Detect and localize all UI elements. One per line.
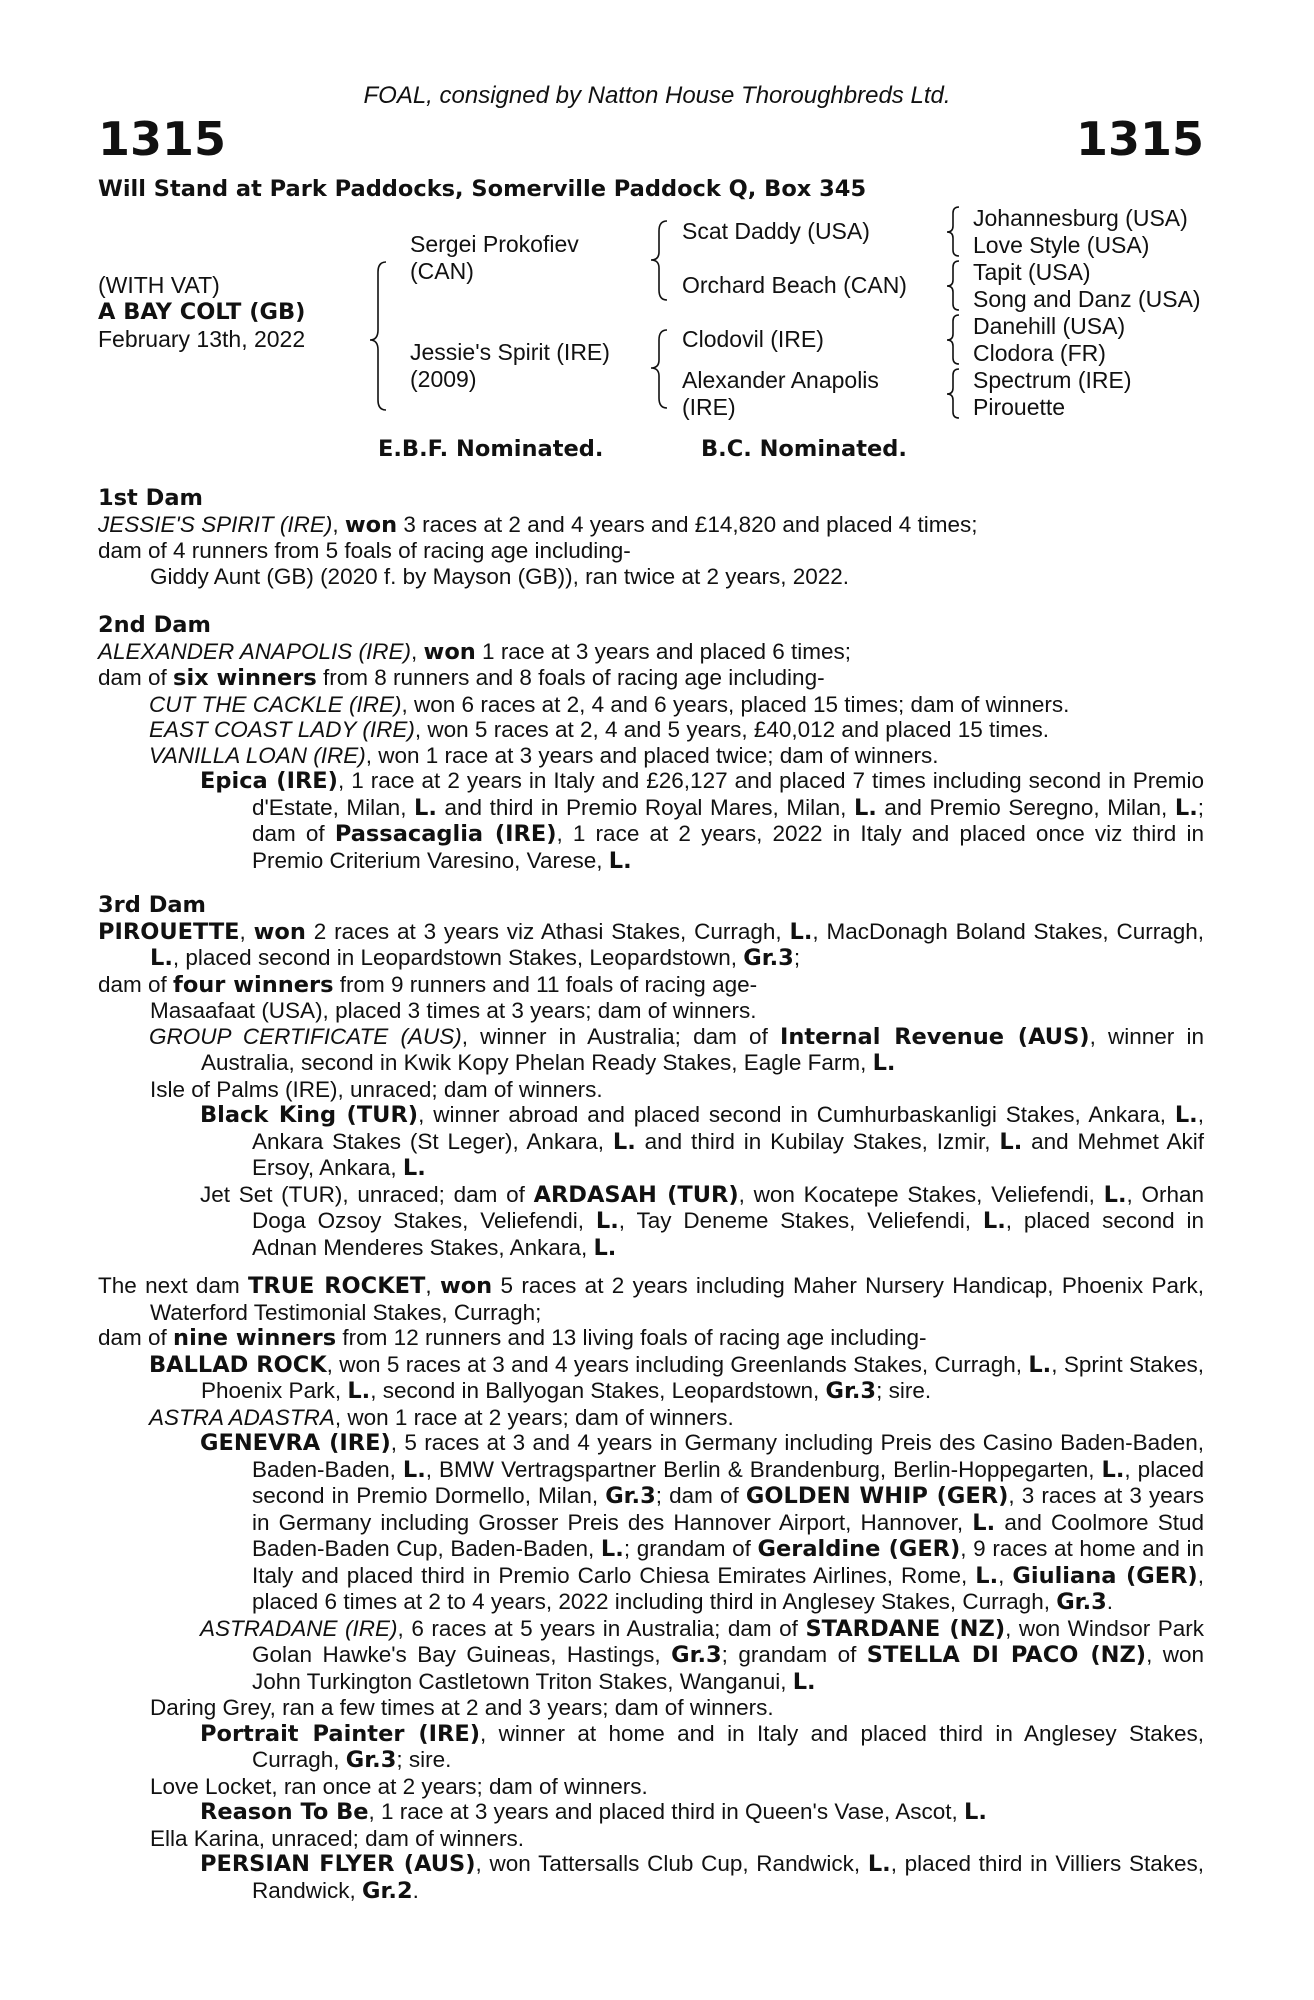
produce-group-certificate: GROUP CERTIFICATE (AUS), winner in Australia; dam of Internal Revenue (AUS), winner in Australia, second in Kwik Kopy Phelan Ready Stakes, Eagle Farm, L. (149, 1023, 1205, 1076)
pedigree-gen3-7: Spectrum (IRE) (973, 367, 1132, 393)
first-dam-section (98, 486, 1204, 589)
ebf-nominated: E.B.F. Nominated. (378, 436, 604, 462)
produce-vanilla-loan: VANILLA LOAN (IRE), won 1 race at 3 years and placed twice; dam of winners. (149, 742, 939, 768)
produce-isle-of-palms: Isle of Palms (IRE), unraced; dam of winners. (150, 1076, 603, 1102)
produce-daring-grey: Daring Grey, ran a few times at 2 and 3 years; dam of winners. (150, 1695, 774, 1720)
produce-jet-set: Jet Set (TUR), unraced; dam of ARDASAH (TUR), won Kocatepe Stakes, Veliefendi, L., Orhan Doga Ozsoy Stakes, Veliefendi, L., Tay Deneme Stakes, Veliefendi, L., placed second in Adnan Menderes Stakes, Ankara, L. (200, 1181, 1204, 1261)
produce-black-king: Black King (TUR), winner abroad and placed second in Cumhurbaskanligi Stakes, Ankara, L., Ankara Stakes (St Leger), Ankara, L. and third in Kubilay Stakes, Izmir, L. and Mehmet Akif Ersoy, Ankara, L. (200, 1102, 1204, 1181)
produce-astradane: ASTRADANE (IRE), 6 races at 5 years in Australia; dam of STARDANE (NZ), won Windsor Park Golan Hawke's Bay Guineas, Hastings, Gr.3; grandam of STELLA DI PACO (NZ), won John Turkington Castletown Triton Stakes, Wanganui, L. (200, 1615, 1205, 1695)
second-dam-produce: dam of six winners from 8 runners and 8 foals of racing age including- (98, 665, 825, 691)
produce-cut-the-cackle: CUT THE CACKLE (IRE), won 6 races at 2, 4 and 6 years, placed 15 times; dam of winners. (149, 691, 1070, 717)
produce-reason-to-be: Reason To Be, 1 race at 3 years and placed third in Queen's Vase, Ascot, L. (200, 1799, 987, 1825)
bc-nominated: B.C. Nominated. (701, 436, 907, 462)
produce-ballad-rock: BALLAD ROCK, won 5 races at 3 and 4 years including Greenlands Stakes, Curragh, L., Sprint Stakes, Phoenix Park, L., second in Ballyogan Stakes, Leopardstown, Gr.3; sire. (149, 1351, 1204, 1404)
next-dam-record: The next dam TRUE ROCKET, won 5 races at 2 years including Maher Nursery Handicap, Phoenix Park, Waterford Testimonial Stakes, Curragh; (98, 1273, 1204, 1325)
first-dam-record: JESSIE'S SPIRIT (IRE), won 3 races at 2 and 4 years and £14,820 and placed 4 times; (98, 511, 978, 538)
produce-astra-adastra: ASTRA ADASTRA, won 1 race at 2 years; dam of winners. (149, 1404, 734, 1430)
pedigree-gen3-6: Clodora (FR) (973, 340, 1106, 366)
first-dam-produce: dam of 4 runners from 5 foals of racing age including- (98, 538, 631, 563)
pedigree-dam-sire: Clodovil (IRE) (682, 326, 824, 352)
pedigree-sire: Sergei Prokofiev (CAN) (410, 231, 579, 284)
produce-genevra: GENEVRA (IRE), 5 races at 3 and 4 years in Germany including Preis des Casino Baden-Baden, Baden-Baden, L., BMW Vertragspartner Berlin & Brandenburg, Berlin-Hoppegarten, L., placed second in Premio Dormello, Milan, Gr.3; dam of GOLDEN WHIP (GER), 3 races at 3 years in Germany including Grosser Preis des Hannover Airport, Hannover, L. and Coolmore Stud Baden-Baden Cup, Baden-Baden, L.; grandam of Geraldine (GER), 9 races at home and in Italy and placed third in Premio Carlo Chiesa Emirates Airlines, Rome, L., Giuliana (GER), placed 6 times at 2 to 4 years, 2022 including third in Anglesey Stakes, Curragh, Gr.3. (200, 1430, 1205, 1615)
second-dam-heading: 2nd Dam (98, 612, 211, 638)
next-dam-section (98, 1273, 1204, 1904)
lot-number-left: 1315 (98, 112, 227, 166)
second-dam-name: ALEXANDER ANAPOLIS (IRE) (98, 638, 412, 664)
produce-masaafaat: Masaafaat (USA), placed 3 times at 3 years; dam of winners. (150, 998, 757, 1023)
stand-location: Will Stand at Park Paddocks, Somerville Paddock Q, Box 345 (98, 176, 867, 202)
second-dam-section (98, 613, 1204, 874)
first-dam-name: JESSIE'S SPIRIT (IRE) (98, 511, 333, 537)
produce-persian-flyer: PERSIAN FLYER (AUS), won Tattersalls Club Cup, Randwick, L., placed third in Villiers Stakes, Randwick, Gr.2. (200, 1851, 1204, 1904)
pedigree-sire-sire: Scat Daddy (USA) (682, 218, 870, 244)
produce-east-coast-lady: EAST COAST LADY (IRE), won 5 races at 2, 4 and 5 years, £40,012 and placed 15 times. (149, 717, 1050, 742)
produce-love-locket: Love Locket, ran once at 2 years; dam of winners. (150, 1773, 648, 1799)
first-dam-heading: 1st Dam (98, 485, 203, 511)
consignor-line: FOAL, consigned by Natton House Thoroughbreds Ltd. (363, 82, 951, 109)
pedigree-sire-dam: Orchard Beach (CAN) (682, 272, 907, 298)
pedigree-gen3-4: Song and Danz (USA) (973, 286, 1201, 312)
foaling-date: February 13th, 2022 (98, 326, 306, 352)
vat-note: (WITH VAT) (98, 272, 220, 298)
third-dam-heading: 3rd Dam (98, 892, 206, 918)
pedigree-gen3-2: Love Style (USA) (973, 232, 1150, 258)
produce-ella-karina: Ella Karina, unraced; dam of winners. (150, 1825, 524, 1851)
horse-description: A BAY COLT (GB) (98, 299, 306, 325)
pedigree-gen3-1: Johannesburg (USA) (973, 205, 1188, 231)
pedigree-dam-dam: Alexander Anapolis (IRE) (682, 367, 879, 420)
produce-epica: Epica (IRE), 1 race at 2 years in Italy and £26,127 and placed 7 times including second in Premio d'Estate, Milan, L. and third in Premio Royal Mares, Milan, L. and Premio Seregno, Milan, L.; dam of Passacaglia (IRE), 1 race at 2 years, 2022 in Italy and placed once viz third in Premio Criterium Varesino, Varese, L. (200, 768, 1205, 874)
lot-number-right: 1315 (1075, 112, 1204, 166)
pedigree-gen3-5: Danehill (USA) (973, 313, 1126, 339)
next-dam-produce: dam of nine winners from 12 runners and 13 living foals of racing age including- (98, 1325, 927, 1351)
third-dam-produce: dam of four winners from 9 runners and 11 foals of racing age- (98, 971, 758, 998)
first-dam-foal: Giddy Aunt (GB) (2020 f. by Mayson (GB)), ran twice at 2 years, 2022. (150, 563, 850, 589)
third-dam-record: PIROUETTE, won 2 races at 3 years viz Athasi Stakes, Curragh, L., MacDonagh Boland Stakes, Curragh, L., placed second in Leopardstown Stakes, Leopardstown, Gr.3; (98, 918, 1204, 971)
third-dam-section (98, 893, 1204, 1261)
second-dam-record: ALEXANDER ANAPOLIS (IRE), won 1 race at 3 years and placed 6 times; (98, 638, 852, 665)
produce-portrait-painter: Portrait Painter (IRE), winner at home and in Italy and placed third in Anglesey Stakes, Curragh, Gr.3; sire. (200, 1720, 1205, 1773)
pedigree-gen3-3: Tapit (USA) (973, 259, 1091, 285)
pedigree-gen3-8: Pirouette (973, 394, 1066, 420)
pedigree-dam: Jessie's Spirit (IRE) (2009) (410, 339, 610, 392)
